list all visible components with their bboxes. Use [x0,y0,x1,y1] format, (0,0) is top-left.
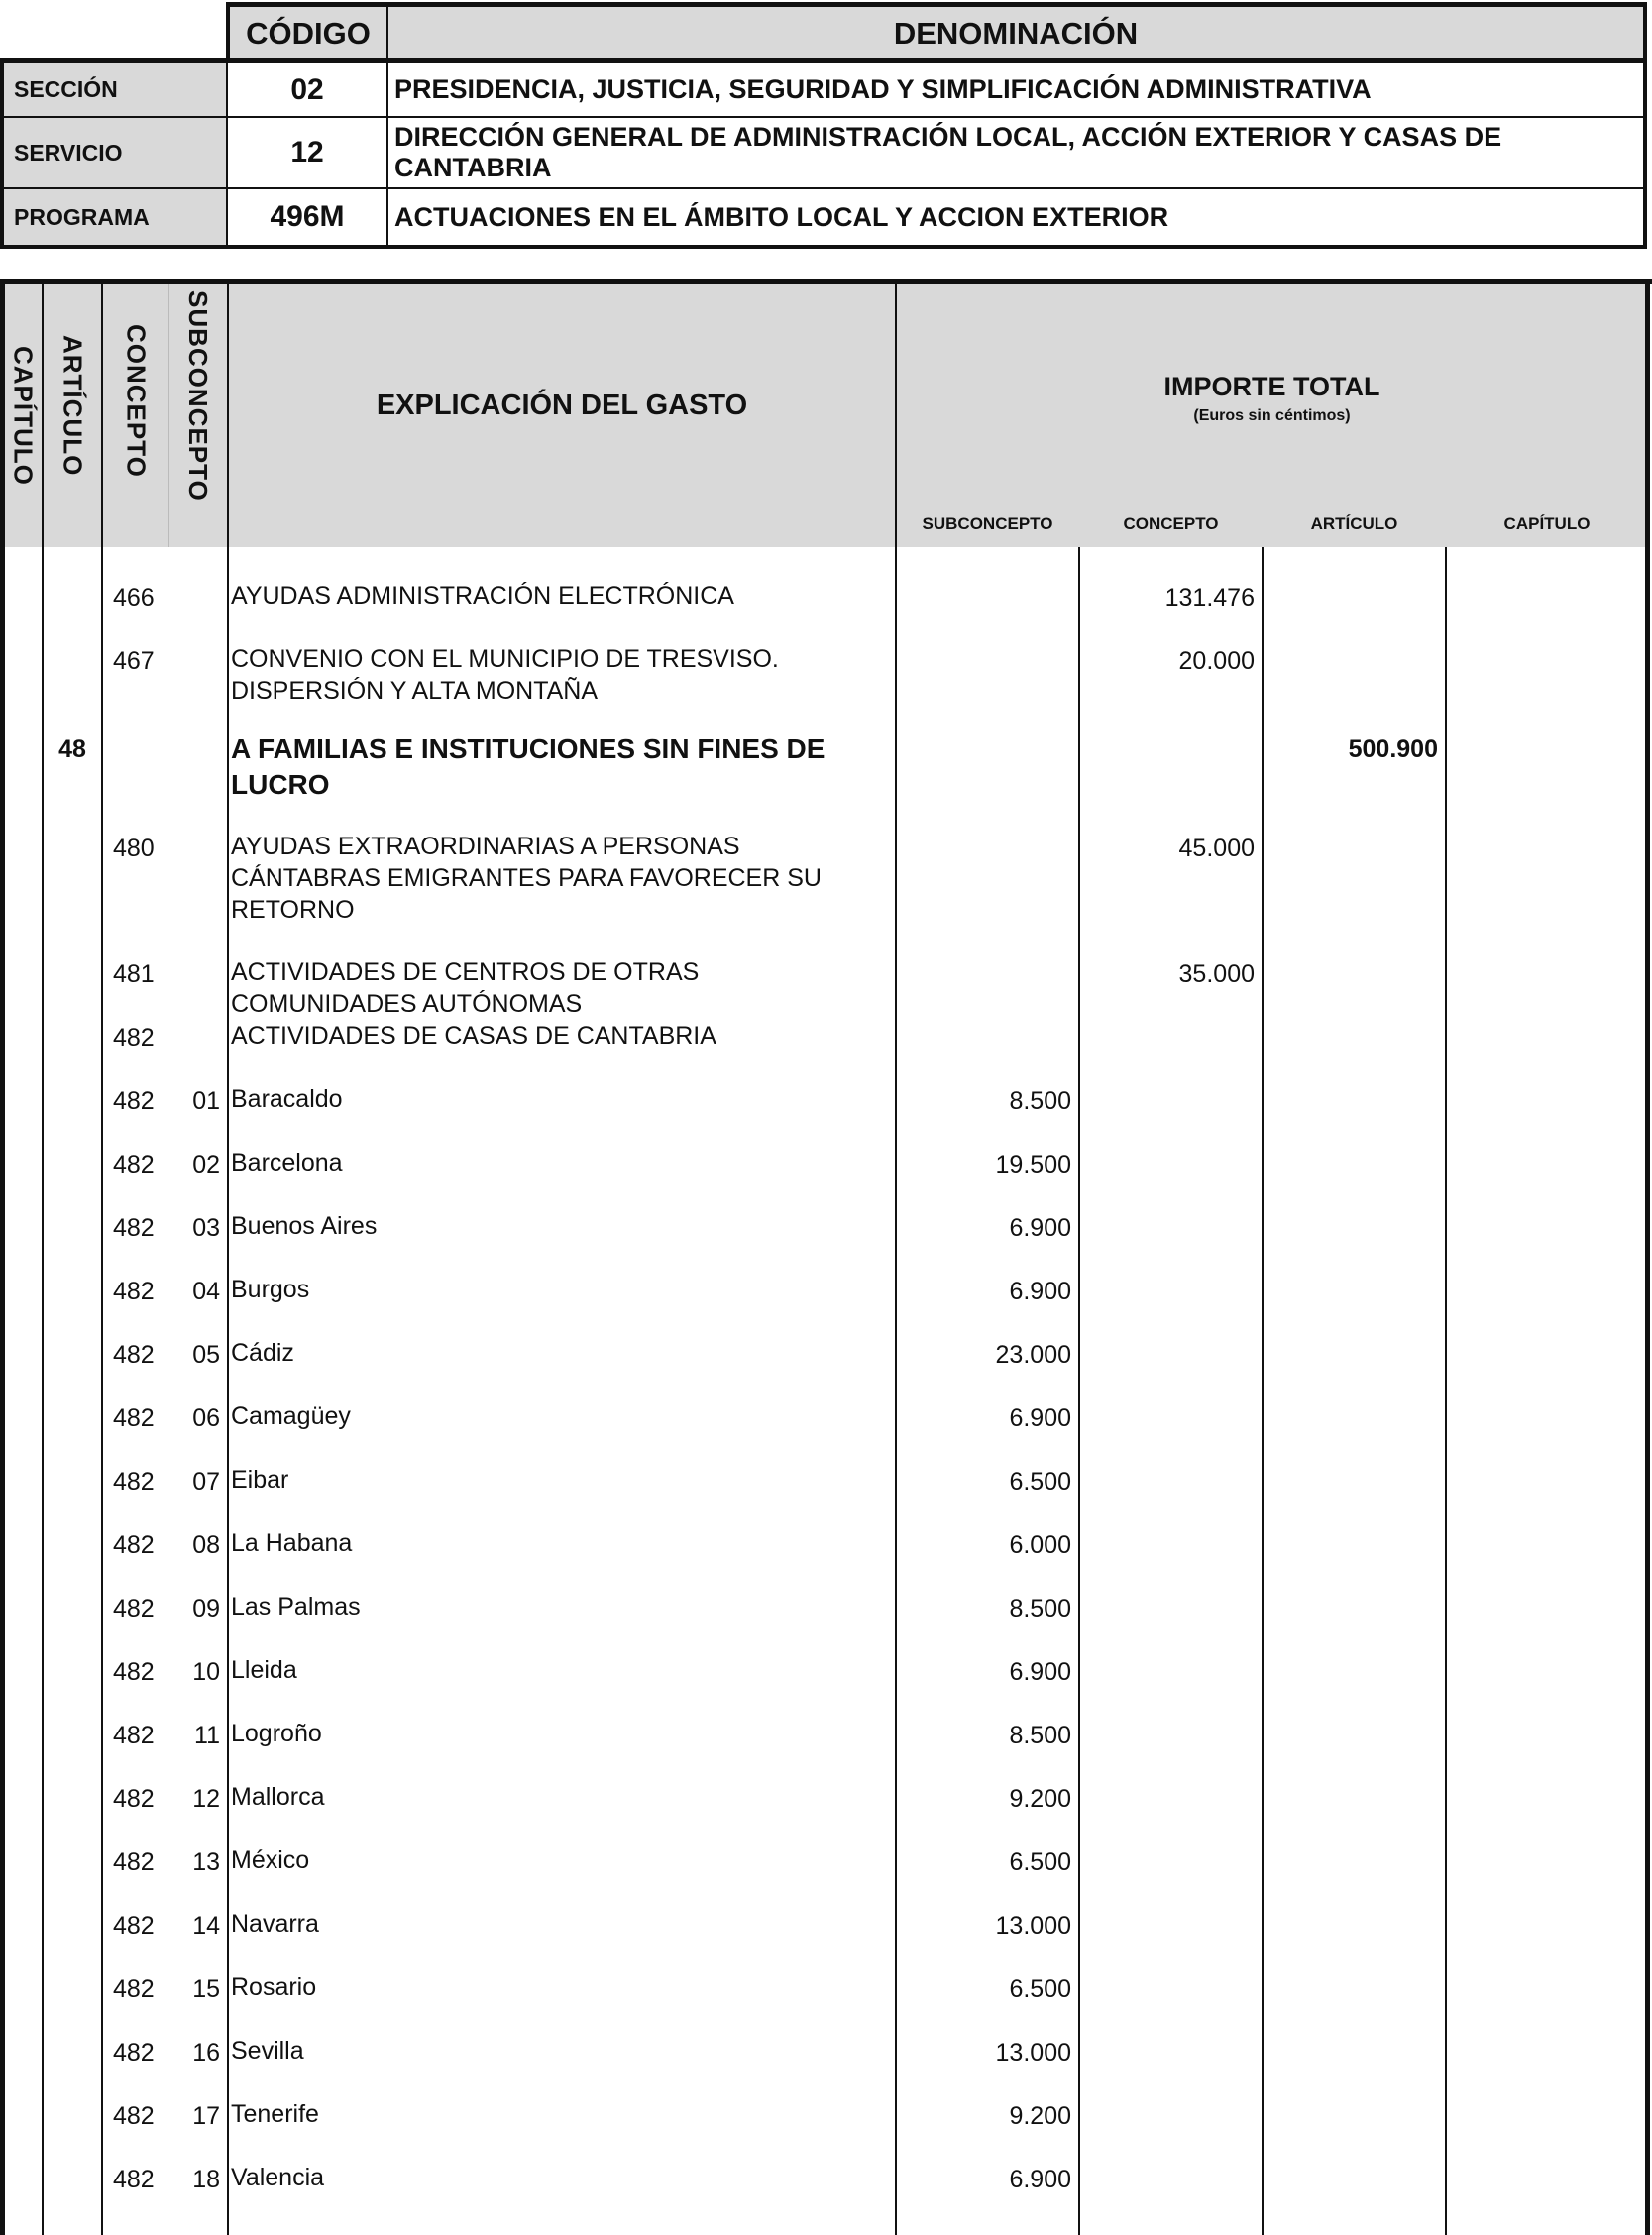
col-header-capitulo-label: CAPÍTULO [8,346,39,486]
subconcepto-code: 02 [192,1151,220,1178]
table-row [0,584,1647,643]
concepto-code: 482 [113,1024,155,1052]
subconcepto-code: 08 [192,1531,220,1559]
table-row [0,1848,1647,1908]
table-row [0,1341,1647,1400]
expense-description: Camagüey [231,1402,351,1430]
amount-col-header-concepto: CONCEPTO [1123,514,1219,533]
concepto-code: 482 [113,1531,155,1559]
expense-description: Rosario [231,1973,317,2001]
expense-description: Mallorca [231,1783,325,1811]
codigo-heading-label: CÓDIGO [246,16,371,51]
subconcepto-code: 07 [192,1468,220,1496]
amount-col-header-subconcepto: SUBCONCEPTO [922,514,1053,533]
subconcepto-code: 09 [192,1595,220,1622]
table-row [0,647,1647,707]
expense-description: AYUDAS EXTRAORDINARIAS A PERSONAS CÁNTABRAS EMIGRANTES PARA FAVORECER SU RETORNO [231,833,822,924]
concepto-code: 482 [113,1848,155,1876]
concepto-code: 482 [113,1785,155,1813]
concepto-code: 482 [113,1975,155,2003]
expense-description: AYUDAS ADMINISTRACIÓN ELECTRÓNICA [231,582,734,610]
col-header-explicacion: EXPLICACIÓN DEL GASTO [376,390,748,421]
concepto-code: 482 [113,2039,155,2067]
subconcepto-code: 03 [192,1214,220,1242]
expense-description: Eibar [231,1466,289,1494]
amount-subconcepto: 13.000 [995,1912,1071,1940]
amount-subconcepto: 6.900 [1009,1658,1071,1686]
col-header-capitulo [4,284,42,547]
seccion-label: SECCIÓN [4,63,228,118]
concepto-code: 480 [113,835,155,862]
amount-subconcepto: 8.500 [1009,1087,1071,1115]
subconcepto-code: 04 [192,1278,220,1305]
subconcepto-code: 17 [192,2102,220,2130]
amount-subconcepto: 6.500 [1009,1975,1071,2003]
concepto-code: 482 [113,1341,155,1369]
concepto-code: 482 [113,1214,155,1242]
concepto-code: 466 [113,584,155,612]
concepto-code: 482 [113,1278,155,1305]
programa-name: ACTUACIONES EN EL ÁMBITO LOCAL Y ACCION EXTERIOR [394,201,1169,232]
expense-description: ACTIVIDADES DE CASAS DE CANTABRIA [231,1022,716,1050]
table-row [0,2102,1647,2162]
col-header-concepto-label: CONCEPTO [121,324,152,478]
table-row [0,1468,1647,1527]
expense-description: Cádiz [231,1339,294,1367]
table-row [0,1595,1647,1654]
concepto-code: 482 [113,1468,155,1496]
importe-title: IMPORTE TOTAL [1163,372,1380,401]
table-row [0,1024,1647,1083]
amount-col-header-articulo: ARTÍCULO [1310,514,1398,533]
subconcepto-code: 05 [192,1341,220,1369]
denominacion-heading [386,2,1647,60]
servicio-label: SERVICIO [4,118,228,189]
expense-table [0,279,1652,2230]
expense-description: ACTIVIDADES DE CENTROS DE OTRAS COMUNIDADES AUTÓNOMAS [231,958,700,1018]
expense-description: Burgos [231,1276,310,1303]
amount-subconcepto: 6.900 [1009,1404,1071,1432]
seccion-code: 02 [228,63,388,118]
amount-subconcepto: 23.000 [995,1341,1071,1369]
table-row [0,1531,1647,1591]
seccion-name: PRESIDENCIA, JUSTICIA, SEGURIDAD Y SIMPLIFICACIÓN ADMINISTRATIVA [388,63,1643,118]
subconcepto-code: 01 [192,1087,220,1115]
concepto-code: 482 [113,1087,155,1115]
expense-description: La Habana [231,1529,353,1557]
concepto-code: 482 [113,2166,155,2193]
expense-description: Tenerife [231,2100,319,2128]
servicio-name: DIRECCIÓN GENERAL DE ADMINISTRACIÓN LOCAL, ACCIÓN EXTERIOR Y CASAS DE CANTABRIA [388,118,1643,189]
expense-description: Navarra [231,1910,319,1938]
concepto-code: 482 [113,1151,155,1178]
importe-subtitle: (Euros sin céntimos) [1193,407,1351,424]
col-header-subconcepto [168,284,227,547]
expense-description: Sevilla [231,2037,304,2065]
expense-description: Logroño [231,1720,322,1747]
amount-subconcepto: 6.500 [1009,1848,1071,1876]
concepto-code: 482 [113,1722,155,1749]
amount-subconcepto: 6.500 [1009,1468,1071,1496]
table-row [0,1785,1647,1844]
table-row [0,1658,1647,1718]
amount-subconcepto: 9.200 [1009,2102,1071,2130]
expense-description: Las Palmas [231,1593,361,1620]
table-row [0,1151,1647,1210]
table-row [0,1975,1647,2035]
denominacion-heading-label: DENOMINACIÓN [893,16,1139,51]
subconcepto-code: 18 [192,2166,220,2193]
amount-subconcepto: 19.500 [995,1151,1071,1178]
table-row [0,833,1647,924]
expense-description: A FAMILIAS E INSTITUCIONES SIN FINES DE LUCRO [231,733,826,800]
amount-concepto: 131.476 [1164,584,1255,612]
amount-subconcepto: 8.500 [1009,1722,1071,1749]
expense-description: Lleida [231,1656,297,1684]
subconcepto-code: 12 [192,1785,220,1813]
table-row [0,733,1647,800]
programa-code: 496M [228,189,388,245]
amount-concepto: 45.000 [1178,835,1255,862]
col-header-articulo [44,284,101,547]
expense-description: Barcelona [231,1149,343,1176]
grid-line [168,284,169,547]
concepto-code: 467 [113,647,155,675]
amount-subconcepto: 8.500 [1009,1595,1071,1622]
table-row [0,1087,1647,1147]
concepto-code: 482 [113,2102,155,2130]
programa-label: PROGRAMA [4,189,228,245]
col-header-subconcepto-label: SUBCONCEPTO [183,290,213,502]
subconcepto-code: 16 [192,2039,220,2067]
amount-col-header-capitulo: CAPÍTULO [1503,514,1591,533]
table-row [0,1214,1647,1274]
amount-subconcepto: 6.000 [1009,1531,1071,1559]
amount-concepto: 35.000 [1178,960,1255,988]
expense-description: CONVENIO CON EL MUNICIPIO DE TRESVISO. DISPERSIÓN Y ALTA MONTAÑA [231,645,779,705]
concepto-code: 481 [113,960,155,988]
subconcepto-code: 14 [192,1912,220,1940]
col-header-articulo-label: ARTÍCULO [57,335,88,477]
header-box [0,0,1652,250]
servicio-code: 12 [228,118,388,189]
amount-subconcepto: 6.900 [1009,2166,1071,2193]
table-row [0,960,1647,1020]
articulo-code: 48 [58,735,86,763]
subconcepto-code: 15 [192,1975,220,2003]
header-rows [0,58,1647,249]
expense-description: Buenos Aires [231,1212,378,1240]
concepto-code: 482 [113,1658,155,1686]
importe-header [897,284,1647,547]
expense-description: México [231,1846,310,1874]
amount-articulo: 500.900 [1348,735,1438,763]
table-row [0,2039,1647,2098]
amount-concepto: 20.000 [1178,647,1255,675]
amount-subconcepto: 6.900 [1009,1278,1071,1305]
codigo-heading [226,2,386,60]
table-row [0,1404,1647,1464]
table-row [0,1722,1647,1781]
table-row [0,1278,1647,1337]
amount-subconcepto: 9.200 [1009,1785,1071,1813]
concepto-code: 482 [113,1595,155,1622]
subconcepto-code: 10 [192,1658,220,1686]
table-row [0,1912,1647,1971]
table-row [0,2166,1647,2225]
amount-subconcepto: 13.000 [995,2039,1071,2067]
col-header-concepto [103,284,168,547]
concepto-code: 482 [113,1912,155,1940]
subconcepto-code: 11 [194,1722,220,1749]
expense-description: Baracaldo [231,1085,343,1113]
amount-subconcepto: 6.900 [1009,1214,1071,1242]
subconcepto-code: 13 [192,1848,220,1876]
concepto-code: 482 [113,1404,155,1432]
subconcepto-code: 06 [192,1404,220,1432]
expense-description: Valencia [231,2164,325,2191]
